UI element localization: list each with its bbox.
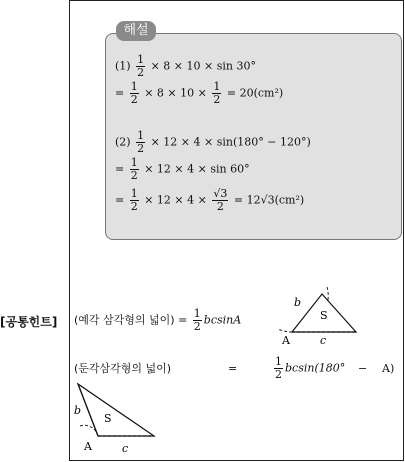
hint-label: [공통힌트] [0,315,58,329]
obtuse-triangle-figure [72,378,162,458]
fraction: $\frac{1}{2}$ [130,156,138,182]
side-b-label: b [294,296,302,309]
obtuse-end: A) [382,362,395,375]
fraction: $\frac{1}{2}$ [137,53,145,79]
vertex-a-label: A [84,440,92,453]
p2-line1: (2) $\frac{1}{2}$ × 12 × 4 × sin(180° − 120°) [115,129,311,155]
obtuse-minus: − [358,362,368,375]
fraction: $\frac{√3}{2}$ [213,187,228,213]
p1-line2: = $\frac{1}{2}$ × 8 × 10 × $\frac{1}{2}$ = 20(cm²) [115,80,284,106]
obtuse-eq: = [228,362,238,375]
side-b-label: b [74,404,82,417]
fraction: $\frac{1}{2}$ [130,80,138,106]
p2-line2: = $\frac{1}{2}$ × 12 × 4 × sin 60° [115,156,250,182]
side-c-label: c [320,334,327,346]
fraction: $\frac{1}{2}$ [137,129,145,155]
acute-formula-line: (예각 삼각형의 넓이) = $\frac{1}{2}$ bcsinA [74,307,242,333]
p2-line3: = $\frac{1}{2}$ × 12 × 4 × $\frac{√3}{2}$ = 12√3(cm²) [115,187,305,213]
p1-label: (1) [115,59,131,73]
area-label: S [320,309,328,322]
vertex-a-label: A [282,334,290,346]
solution-tag: 해설 [116,21,156,41]
fraction: $\frac{1}{2}$ [130,187,138,213]
fraction: $\frac{1}{2}$ [275,355,282,381]
p2-label: (2) [115,135,131,149]
fraction: $\frac{1}{2}$ [213,80,221,106]
triangle [78,384,154,436]
fraction: $\frac{1}{2}$ [193,307,201,333]
side-c-label: c [122,442,129,455]
area-label: S [104,412,112,425]
acute-triangle-figure [278,286,363,346]
p1-line1: (1) $\frac{1}{2}$ × 8 × 10 × sin 30° [115,53,256,79]
obtuse-formula-line: $\frac{1}{2}$ bcsin(180° [275,355,346,381]
obtuse-label-line: (둔각삼각형의 넓이) [74,362,172,375]
